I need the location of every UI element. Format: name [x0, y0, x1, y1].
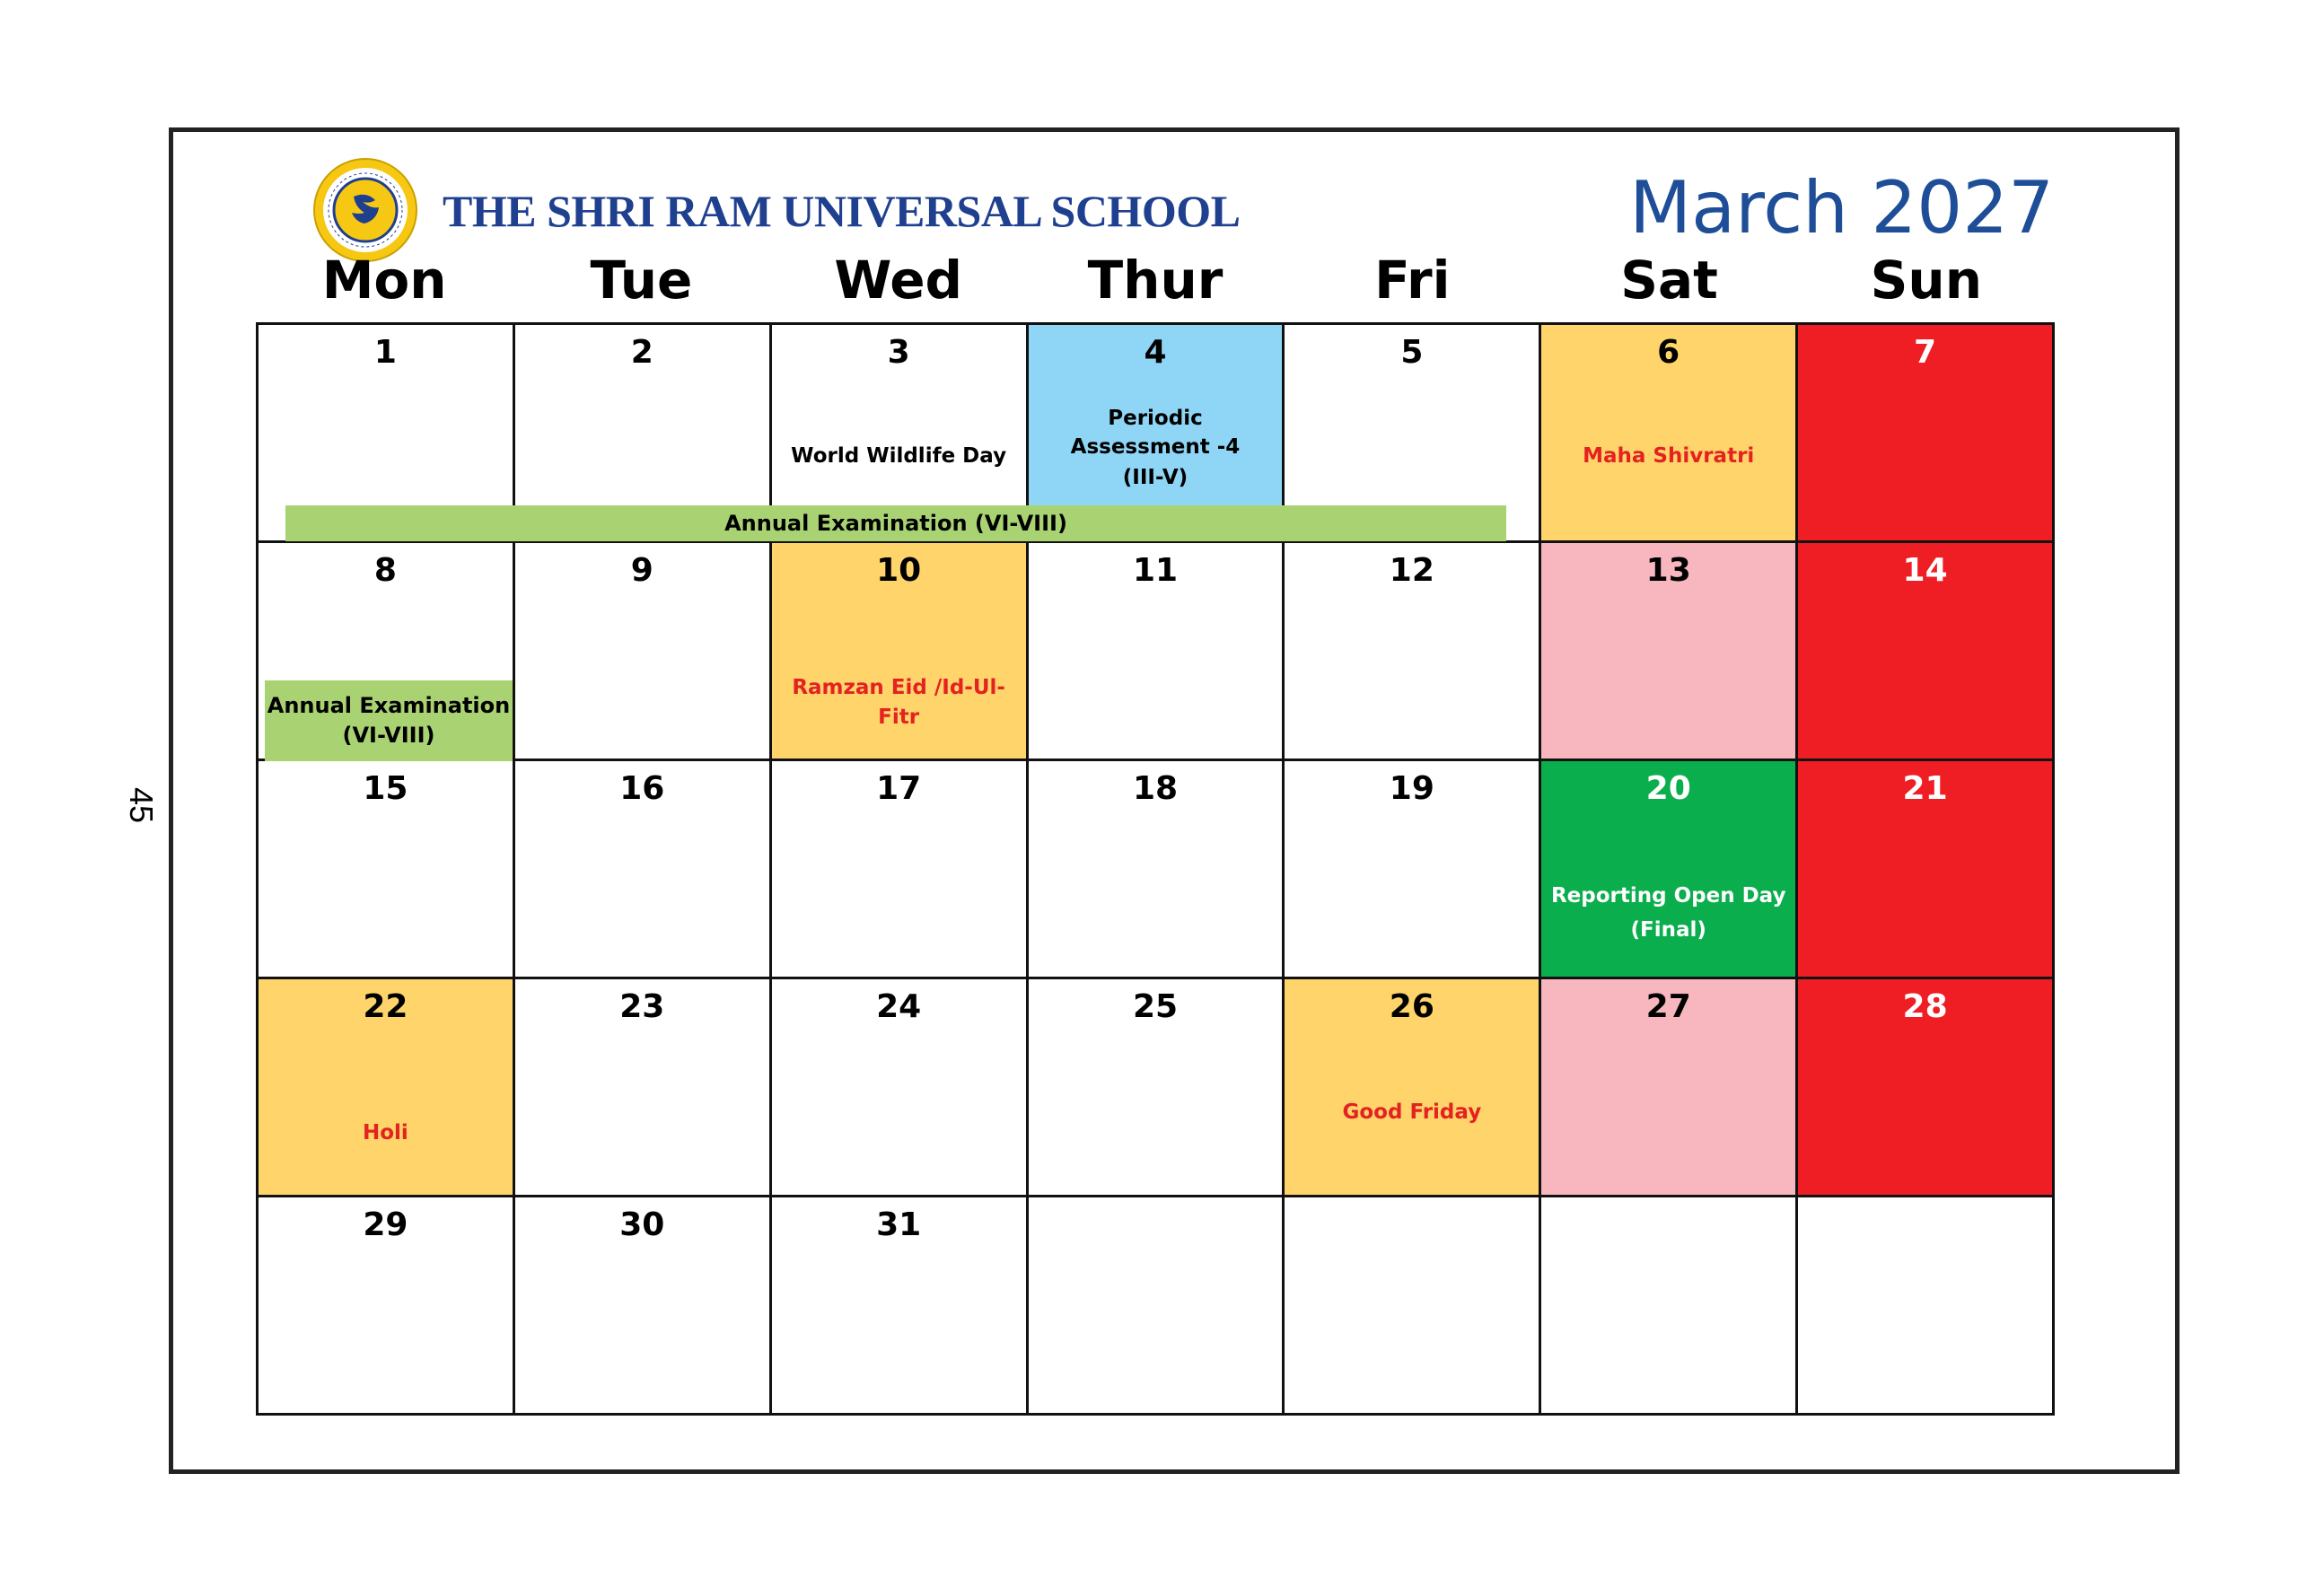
- annual-exam-bar: Annual Examination (VI-VIII): [285, 505, 1506, 541]
- day-number: 21: [1902, 770, 1948, 807]
- day-cell-19: [1285, 761, 1541, 979]
- day-number: 4: [1144, 334, 1167, 371]
- day-number: 17: [876, 770, 922, 807]
- day-cell-30: [515, 1197, 772, 1416]
- day-cell-17: [772, 761, 1029, 979]
- day-number: 13: [1645, 552, 1691, 589]
- day-number: 14: [1902, 552, 1948, 589]
- weekday-header-row: [256, 244, 2055, 316]
- event-world-wildlife-day: World Wildlife Day: [791, 444, 1007, 468]
- empty-cell: [1798, 1197, 2055, 1416]
- event-good-friday: Good Friday: [1342, 1101, 1482, 1124]
- annual-exam-box: [265, 680, 513, 761]
- day-cell-9: [515, 543, 772, 761]
- day-number: 2: [630, 334, 653, 371]
- event-ramzan-eid: Ramzan Eid /Id-Ul-Fitr: [792, 676, 1005, 729]
- day-number: 8: [373, 552, 397, 589]
- weekday-wed: Wed: [834, 250, 963, 311]
- day-number: 26: [1389, 988, 1434, 1025]
- empty-cell: [1541, 1197, 1798, 1416]
- empty-cell: [1029, 1197, 1285, 1416]
- day-cell-6: [1541, 325, 1798, 543]
- day-cell-15: [259, 761, 515, 979]
- day-cell-31: [772, 1197, 1029, 1416]
- weekday-fri: Fri: [1374, 250, 1451, 311]
- day-cell-27: [1541, 979, 1798, 1197]
- day-number: 10: [876, 552, 922, 589]
- day-cell-18: [1029, 761, 1285, 979]
- day-cell-12: [1285, 543, 1541, 761]
- day-number: 1: [373, 334, 397, 371]
- day-number: 5: [1400, 334, 1424, 371]
- day-cell-11: [1029, 543, 1285, 761]
- day-cell-25: [1029, 979, 1285, 1197]
- event-periodic-assessment-line1: Periodic: [1108, 407, 1203, 430]
- day-number: 16: [619, 770, 665, 807]
- day-cell-22: [259, 979, 515, 1197]
- day-cell-7: [1798, 325, 2055, 543]
- day-cell-10: [772, 543, 1029, 761]
- weekday-thur: Thur: [1087, 250, 1224, 311]
- day-cell-23: [515, 979, 772, 1197]
- day-cell-20: [1541, 761, 1798, 979]
- event-periodic-assessment-line2: Assessment -4: [1070, 435, 1241, 459]
- day-cell-16: [515, 761, 772, 979]
- event-reporting-open-day-line2: (Final): [1630, 918, 1706, 942]
- annual-exam-box-line1: Annual Examination: [267, 693, 511, 718]
- event-holi: Holi: [363, 1121, 408, 1144]
- weekday-tue: Tue: [590, 250, 693, 311]
- event-maha-shivratri: Maha Shivratri: [1583, 444, 1755, 468]
- weekday-sat: Sat: [1620, 250, 1718, 311]
- day-number: 24: [876, 988, 922, 1025]
- day-number: 25: [1132, 988, 1179, 1025]
- day-number: 29: [363, 1206, 408, 1243]
- page-number: 45: [123, 786, 160, 824]
- event-reporting-open-day-line1: Reporting Open Day: [1550, 884, 1786, 908]
- day-number: 7: [1914, 334, 1937, 371]
- day-number: 23: [619, 988, 665, 1025]
- day-number: 28: [1902, 988, 1948, 1025]
- day-number: 12: [1389, 552, 1434, 589]
- calendar-grid: [256, 322, 2055, 1416]
- day-number: 19: [1389, 770, 1434, 807]
- day-number: 30: [619, 1206, 665, 1243]
- day-number: 27: [1645, 988, 1691, 1025]
- day-cell-14: [1798, 543, 2055, 761]
- day-number: 22: [363, 988, 408, 1025]
- day-number: 18: [1132, 770, 1179, 807]
- empty-cell: [1285, 1197, 1541, 1416]
- school-name: THE SHRI RAM UNIVERSAL SCHOOL: [443, 186, 1241, 236]
- day-cell-28: [1798, 979, 2055, 1197]
- day-number: 20: [1645, 770, 1691, 807]
- day-number: 31: [876, 1206, 922, 1243]
- annual-exam-box-line2: (VI-VIII): [342, 723, 435, 748]
- day-cell-26: [1285, 979, 1541, 1197]
- day-cell-29: [259, 1197, 515, 1416]
- day-cell-24: [772, 979, 1029, 1197]
- day-number: 6: [1657, 334, 1680, 371]
- day-cell-13: [1541, 543, 1798, 761]
- day-number: 15: [363, 770, 408, 807]
- day-number: 9: [630, 552, 653, 589]
- weekday-mon: Mon: [321, 250, 447, 311]
- weekday-sun: Sun: [1870, 250, 1982, 311]
- event-periodic-assessment-line3: (III-V): [1122, 466, 1188, 489]
- day-number: 11: [1132, 552, 1179, 589]
- day-number: 3: [887, 334, 910, 371]
- month-title: March 2027: [1629, 166, 2054, 250]
- day-cell-21: [1798, 761, 2055, 979]
